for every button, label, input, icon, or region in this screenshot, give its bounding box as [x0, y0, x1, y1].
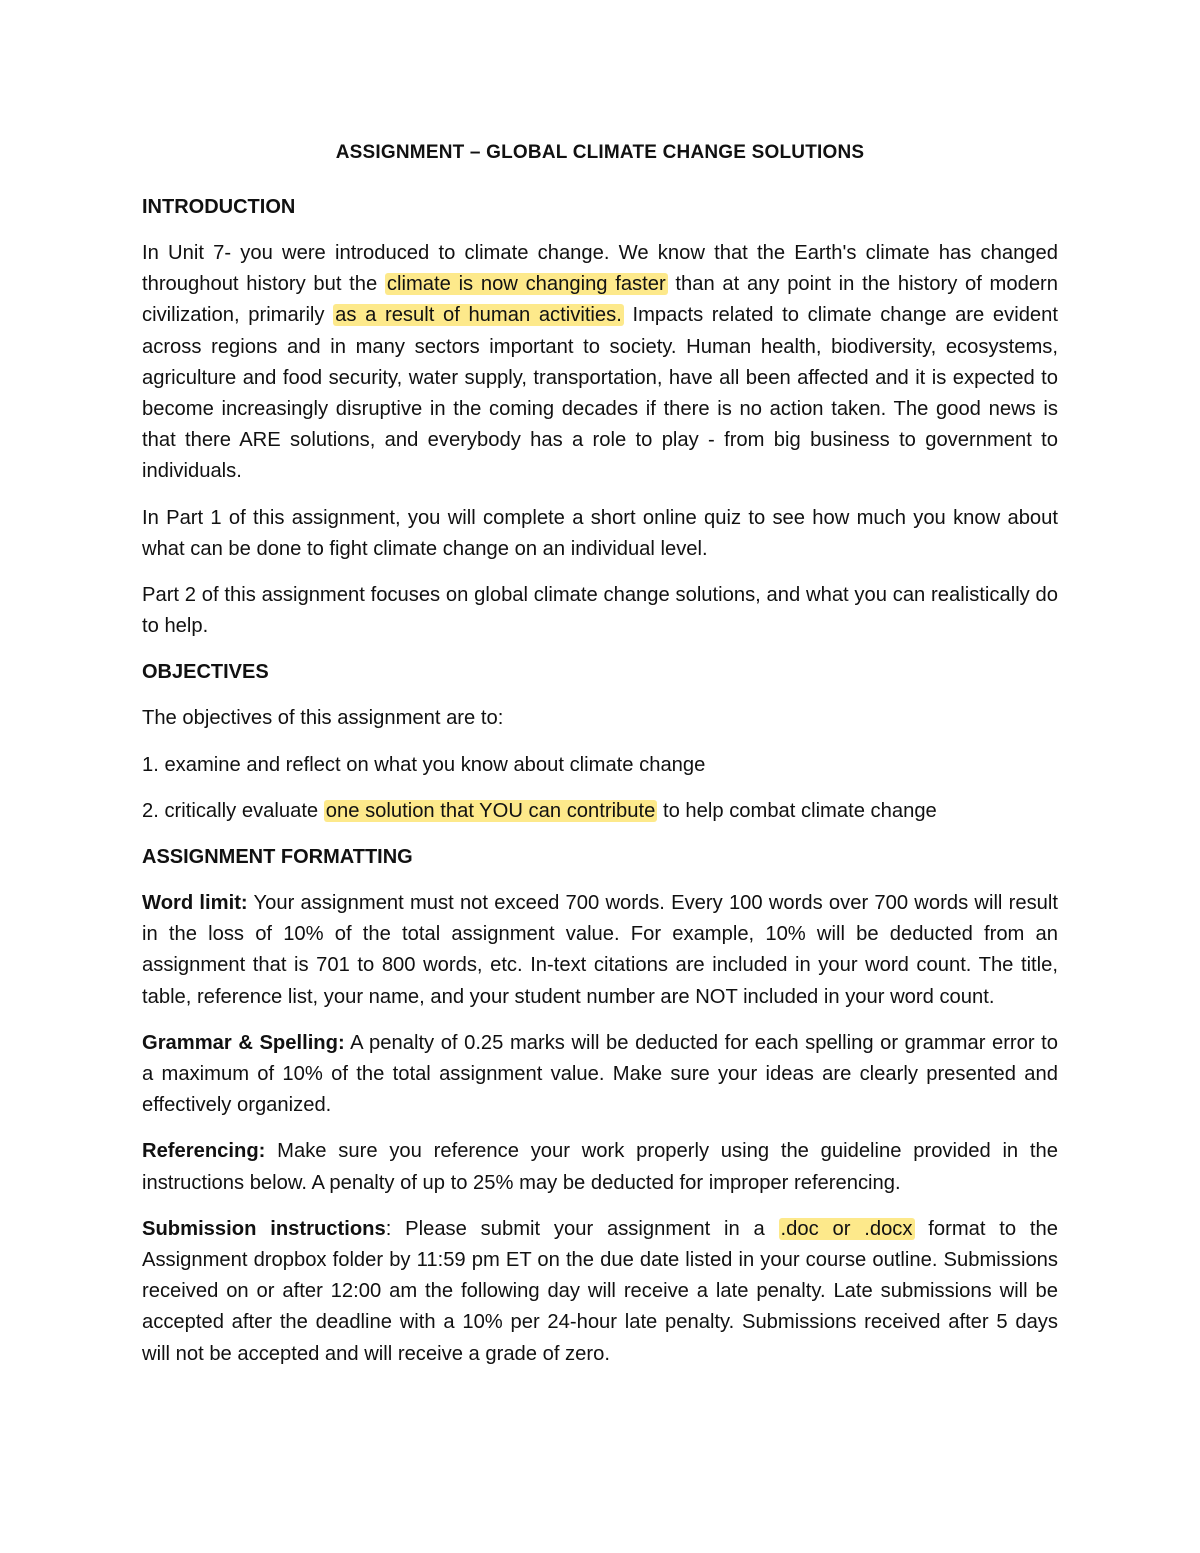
formatting-heading: ASSIGNMENT FORMATTING — [142, 846, 413, 869]
objective-item-1: 1. examine and reflect on what you know about climate change — [142, 753, 706, 776]
submission-paragraph — [142, 1214, 1058, 1370]
introduction-paragraph-3: Part 2 of this assignment focuses on global climate change solutions, and what you can realistically do to help. — [142, 584, 1058, 638]
intro-text-c: Impacts related to climate change are evident across regions and in many sectors important to society. Human health, biodiversity, ecosystems, agriculture and food security, water supply, transportation, have all been affected and it is expected to become increasingly disruptive in the coming decades if there is no action taken. The good news is that there ARE solutions, and everybody has a role to play - from big business to government to individuals. — [142, 304, 1058, 483]
highlight-one-solution: one solution that YOU can contribute — [325, 799, 656, 822]
document-title: ASSIGNMENT – GLOBAL CLIMATE CHANGE SOLUTIONS — [335, 142, 865, 163]
word-limit-text: Your assignment must not exceed 700 words. Every 100 words over 700 words will result in the loss of 10% of the total assignment value. For example, 10% will be deducted from an assignment that is 701 to 800 words, etc. In-text citations are included in your word count. The title, table, reference list, your name, and your student number are NOT included in your word count. — [142, 892, 1058, 1008]
highlight-climate-changing-faster: climate is now changing faster — [386, 273, 666, 296]
word-limit-label: Word limit: — [142, 892, 248, 915]
grammar-text: A penalty of 0.25 marks will be deducted for each spelling or grammar error to a maximum of 10% of the total assignment value. Make sure your ideas are clearly presented and effectively organized. — [142, 1031, 1058, 1117]
objective-2-text-a: 2. critically evaluate — [142, 799, 324, 822]
referencing-text: Make sure you reference your work properly using the guideline provided in the instructions below. A penalty of up to 25% may be deducted for improper referencing. — [142, 1140, 1058, 1194]
grammar-label: Grammar & Spelling: — [142, 1031, 345, 1054]
submission-label: Submission instructions — [142, 1217, 386, 1240]
word-limit-paragraph — [142, 888, 1058, 1013]
objectives-heading: OBJECTIVES — [142, 661, 269, 684]
objective-item-2 — [142, 796, 1058, 827]
introduction-paragraph-2: In Part 1 of this assignment, you will complete a short online quiz to see how much you know about what can be done to fight climate change on an individual level. — [142, 506, 1058, 560]
highlight-doc-format: .doc or .docx — [780, 1217, 913, 1240]
submission-text-a: : Please submit your assignment in a — [385, 1217, 779, 1240]
document-page — [142, 138, 1058, 1385]
referencing-paragraph — [142, 1136, 1058, 1198]
objective-2-text-b: to help combat climate change — [657, 799, 937, 822]
introduction-heading: INTRODUCTION — [142, 196, 296, 218]
highlight-human-activities: as a result of human activities. — [335, 304, 622, 327]
objectives-intro: The objectives of this assignment are to: — [142, 707, 504, 730]
referencing-label: Referencing: — [142, 1140, 266, 1163]
introduction-paragraph-1 — [142, 238, 1058, 488]
intro-text-b: than at any point in the history of modern civilization, primarily — [142, 273, 1058, 327]
submission-text-b: format to the Assignment dropbox folder by 11:59 pm ET on the due date listed in your course outline. Submissions received on or after 12:00 am the following day will receive a late penalty. Late submissions will be accepted after the deadline with a 10% per 24-hour late penalty. Submissions received after 5 days will not be accepted and will receive a grade of zero. — [142, 1217, 1058, 1365]
intro-text-a: In Unit 7- you were introduced to climate change. We know that the Earth's climate has changed throughout history but the — [142, 242, 1058, 296]
grammar-paragraph — [142, 1028, 1058, 1122]
